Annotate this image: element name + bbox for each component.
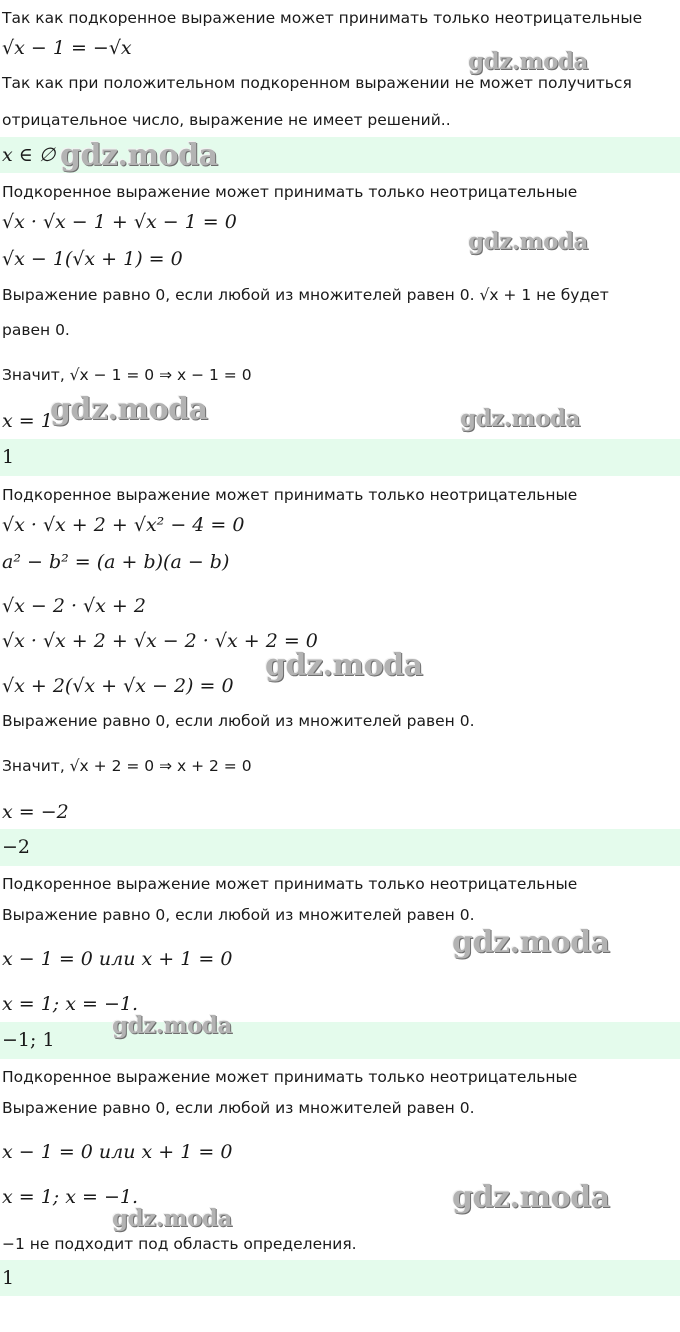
math-line: √x · √x + 2 + √x² − 4 = 0 <box>2 514 245 536</box>
math-line: √x − 1(√x + 1) = 0 <box>2 248 183 270</box>
text-line: Значит, √x + 2 = 0 ⇒ x + 2 = 0 <box>2 757 252 775</box>
watermark-logo: gdz.moda <box>60 138 218 173</box>
math-line: a² − b² = (a + b)(a − b) <box>2 551 230 573</box>
math-line: √x + 2(√x + √x − 2) = 0 <box>2 675 234 697</box>
watermark-logo: gdz.moda <box>468 48 588 75</box>
math-line: √x · √x + 2 + √x − 2 · √x + 2 = 0 <box>2 630 318 652</box>
text-line: Подкоренное выражение может принимать только неотрицательные <box>2 1068 578 1086</box>
watermark-logo: gdz.moda <box>50 392 208 427</box>
math-line: x = 1; x = −1. <box>2 993 139 1015</box>
math-line: x − 1 = 0 или x + 1 = 0 <box>2 1141 233 1163</box>
answer-box: 1 <box>0 439 680 476</box>
answer-box: 1 <box>0 1260 680 1296</box>
math-line: x = 1; x = −1. <box>2 1186 139 1208</box>
text-line: Так как подкоренное выражение может принимать только неотрицательные <box>2 9 643 27</box>
watermark-logo: gdz.moda <box>112 1012 232 1039</box>
text-line: Выражение равно 0, если любой из множителей равен 0. <box>2 1099 475 1117</box>
watermark-logo: gdz.moda <box>452 1180 610 1215</box>
text-line: Значит, √x − 1 = 0 ⇒ x − 1 = 0 <box>2 366 252 384</box>
math-line: √x · √x − 1 + √x − 1 = 0 <box>2 211 237 233</box>
math-line: √x − 2 · √x + 2 <box>2 595 146 617</box>
text-line: Выражение равно 0, если любой из множителей равен 0. <box>2 712 475 730</box>
text-line: Подкоренное выражение может принимать только неотрицательные <box>2 486 578 504</box>
text-line: равен 0. <box>2 321 70 339</box>
answer-box: −1; 1 <box>0 1022 680 1059</box>
watermark-logo: gdz.moda <box>452 925 610 960</box>
answer-box: x ∈ ∅ <box>0 137 680 173</box>
answer-box: −2 <box>0 829 680 866</box>
text-line: Так как при положительном подкоренном выражении не может получиться <box>2 74 632 92</box>
math-line: x = −2 <box>2 801 69 823</box>
math-line: √x − 1 = −√x <box>2 37 132 59</box>
text-line: Подкоренное выражение может принимать только неотрицательные <box>2 183 578 201</box>
text-line: Выражение равно 0, если любой из множителей равен 0. √x + 1 не будет <box>2 286 609 304</box>
watermark-logo: gdz.moda <box>460 405 580 432</box>
text-line: −1 не подходит под область определения. <box>2 1235 357 1253</box>
watermark-logo: gdz.moda <box>468 228 588 255</box>
text-line: отрицательное число, выражение не имеет решений.. <box>2 111 451 129</box>
watermark-logo: gdz.moda <box>112 1205 232 1232</box>
text-line: Выражение равно 0, если любой из множителей равен 0. <box>2 906 475 924</box>
math-line: x − 1 = 0 или x + 1 = 0 <box>2 948 233 970</box>
text-line: Подкоренное выражение может принимать только неотрицательные <box>2 875 578 893</box>
math-line: x = 1 <box>2 410 53 432</box>
watermark-logo: gdz.moda <box>265 648 423 683</box>
